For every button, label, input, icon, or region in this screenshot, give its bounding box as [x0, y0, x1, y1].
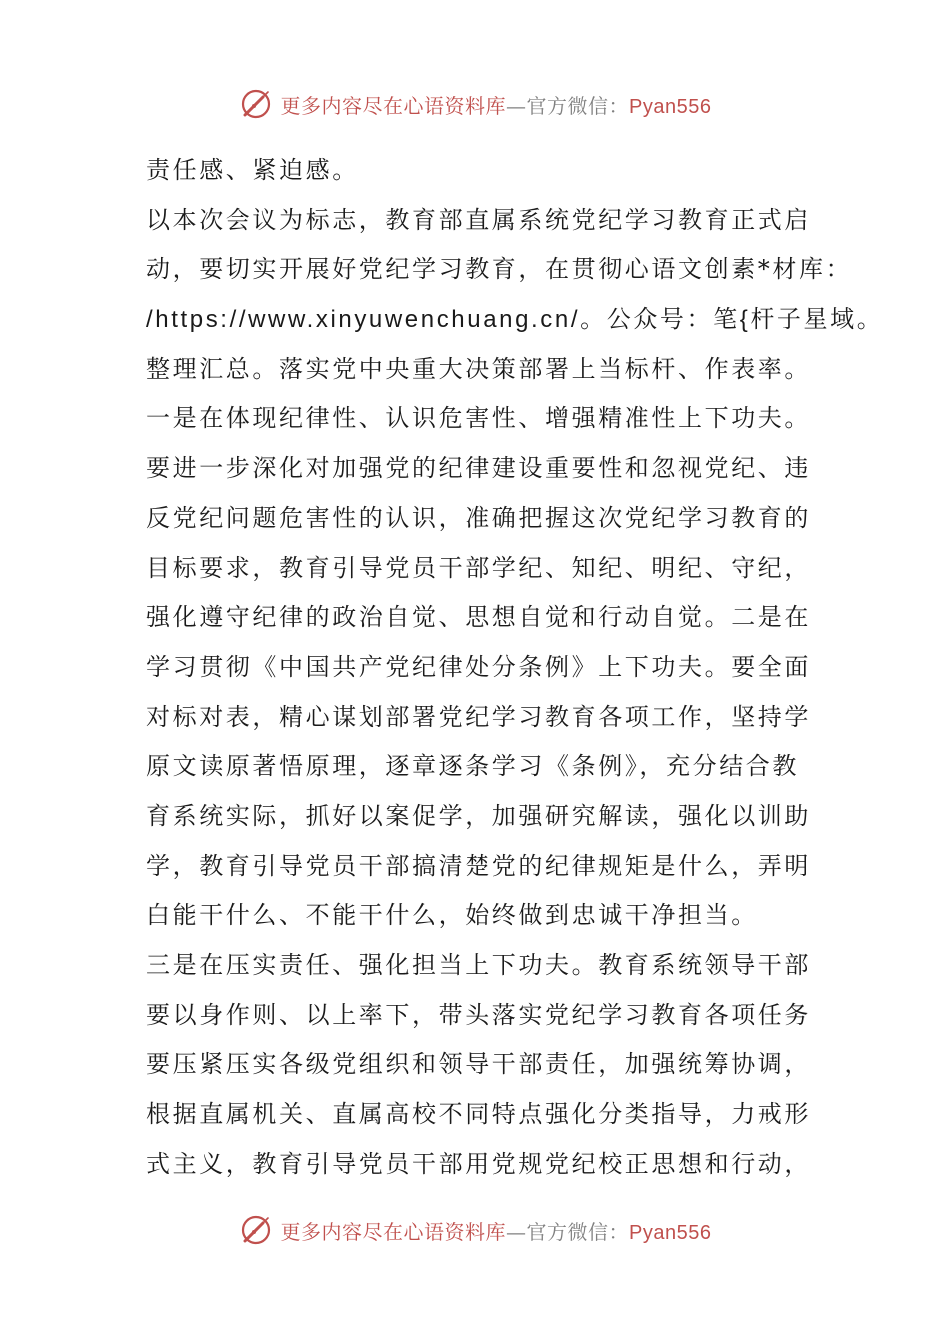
text-line: 以本次会议为标志，教育部直属系统党纪学习教育正式启: [146, 205, 811, 234]
text-line: 要以身作则、以上率下，带头落实党纪学习教育各项任务: [146, 1000, 811, 1029]
banner-separator-text: —官方微信：: [506, 93, 630, 118]
banner-text: [281, 90, 712, 119]
text-line: 一是在体现纪律性、认识危害性、增强精准性上下功夫。: [146, 404, 811, 433]
text-line: 目标要求，教育引导党员干部学纪、知纪、明纪、守纪，: [146, 553, 811, 582]
text-line: 责任感、紧迫感。: [146, 156, 359, 184]
text-line: /https://www.xinyuwenchuang.cn/。公众号：笔{杆子星域。: [146, 306, 884, 334]
text-line: 育系统实际，抓好以案促学，加强研究解读，强化以训助: [146, 801, 811, 830]
banner-wechat-id: Pyan556: [629, 1221, 712, 1244]
document-body: [146, 146, 884, 1189]
text-line: 式主义，教育引导党员干部用党规党纪校正思想和行动，: [146, 1149, 811, 1178]
banner-text: [281, 1216, 712, 1245]
banner-separator-text: —官方微信：: [506, 1219, 630, 1244]
text-line: 反党纪问题危害性的认识，准确把握这次党纪学习教育的: [146, 503, 811, 532]
text-line: 对标对表，精心谋划部署党纪学习教育各项工作，坚持学: [146, 702, 811, 731]
text-line: 强化遵守纪律的政治自觉、思想自觉和行动自觉。二是在: [146, 603, 811, 632]
pen-logo-icon: [239, 87, 273, 121]
text-line: 要进一步深化对加强党的纪律建设重要性和忽视党纪、违: [146, 454, 811, 483]
text-line: 整理汇总。落实党中央重大决策部署上当标杆、作表率。: [146, 354, 811, 383]
text-line: 根据直属机关、直属高校不同特点强化分类指导，力戒形: [146, 1100, 811, 1129]
text-line: 动，要切实开展好党纪学习教育，在贯彻心语文创素*材库：: [146, 255, 853, 284]
text-line: 要压紧压实各级党组织和领导干部责任，加强统筹协调，: [146, 1050, 811, 1079]
page-header-banner: [0, 82, 950, 126]
banner-wechat-id: Pyan556: [629, 95, 712, 118]
text-line: 原文读原著悟原理，逐章逐条学习《条例》，充分结合教: [146, 752, 799, 781]
text-line: 三是在压实责任、强化担当上下功夫。教育系统领导干部: [146, 951, 811, 979]
banner-main-text: 更多内容尽在心语资料库: [280, 1219, 507, 1244]
text-line: 学习贯彻《中国共产党纪律处分条例》上下功夫。要全面: [146, 652, 811, 681]
text-line: 学，教育引导党员干部搞清楚党的纪律规矩是什么，弄明: [146, 851, 811, 880]
banner-main-text: 更多内容尽在心语资料库: [280, 93, 507, 118]
page-footer-banner: [0, 1208, 950, 1252]
pen-logo-icon: [239, 1213, 273, 1247]
text-line: 白能干什么、不能干什么，始终做到忠诚干净担当。: [146, 901, 758, 930]
